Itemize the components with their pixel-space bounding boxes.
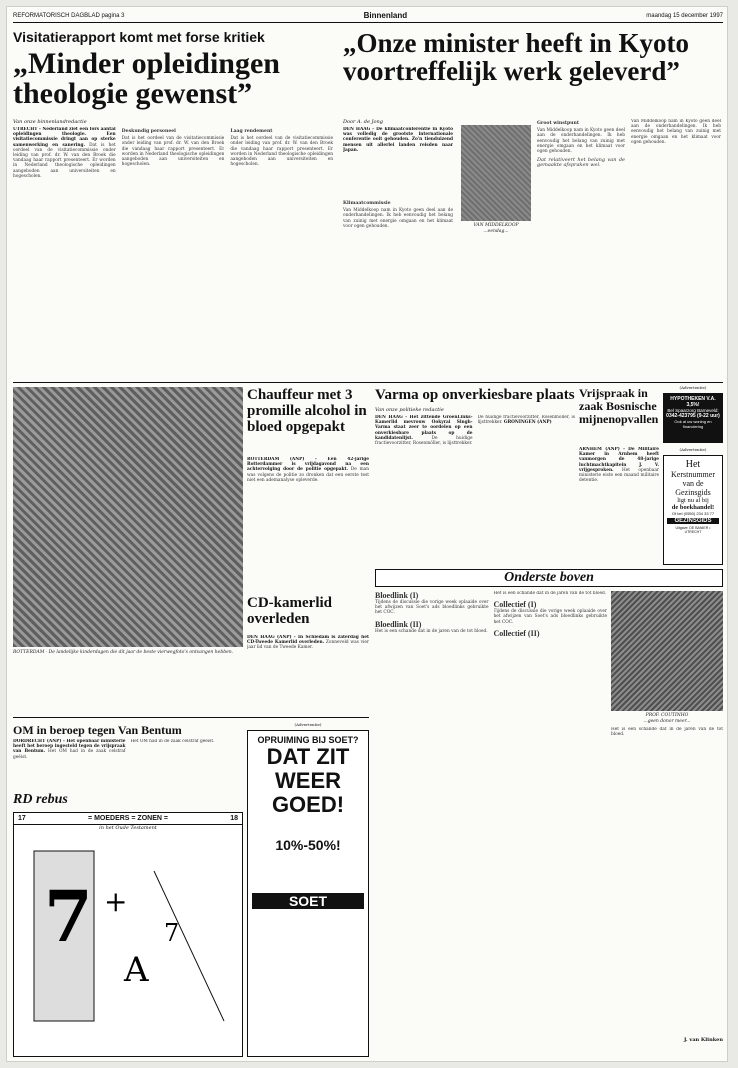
masthead-date: maandag 15 december 1997 — [646, 12, 723, 19]
ad-hypotheken[interactable]: HYPOTHEKEN V.A. 3,5%! Bel Spaarzorg Barneveld: 0342-423795 (9-22 uur) Ook al uw woning en financiering — [663, 393, 723, 443]
left-kicker: Visitatierapport komt met forse kritiek — [13, 29, 265, 45]
cd-body: DEN HAAG (ANP) - In Schiedam is zaterdag het CD-Tweede Kamerlid overleden. Zonneveld was vier jaar lid van de Tweede Kamer. — [247, 635, 369, 651]
svg-text:7: 7 — [44, 875, 93, 958]
ad-label-2: (Advertentie) — [679, 447, 707, 452]
om-headline: OM in beroep tegen Van Bentum — [13, 723, 182, 737]
rebus-box: 17 = MOEDERS = ZONEN = 18 in het Oude Testament 7 + A 7 — [13, 812, 243, 1057]
ad-label-3: (Advertentie) — [294, 722, 322, 727]
varma-body: Van onze politieke redactie DEN HAAG - Het zittende GroenLinks-Kamerlid mevrouw Ookyrai Singh-Varma staat zeer te oordelen op een onverkiesbare plaats op de kandidatenlijst. De huidige fractievoorzitter, Rosenmöller, is lijsttrekker. De huidige fractievoorzitter, Rosenmöller, is lijsttrekker. GRONINGEN (ANP) — [375, 407, 575, 447]
gezinsgids-logo: GEZINSGIDS — [667, 518, 719, 524]
rebus-banner: 17 = MOEDERS = ZONEN = 18 — [14, 813, 242, 825]
right-col-4: Van Middelkoop nam in Kyoto geen deel aan de onderhandelingen. Ik heb eenvoudig het belang van zuinig met energie omgaan en het klimaat voor ogen gehouden. — [631, 119, 721, 145]
divider — [13, 382, 723, 383]
left-body-1: Dat is het oordeel van de visitatiecommissie onder leiding van prof. dr. W. van den Broek die vandaag haar rapport presenteert. Er worden in Nederland theologische opleidingen aangeboden aan universiteiten en hogescholen. — [13, 142, 116, 179]
right-col-1: Klimaatcommissie Van Middelkoop nam in Kyoto geen deel aan de onderhandelingen. Ik heb eenvoudig het belang van zuinig met energie omgaan en het klimaat voor ogen gehouden. — [343, 201, 453, 229]
left-sub-1: Deskundig personeel — [121, 129, 176, 134]
left-lead: UTRECHT - Nederland ziet een fors aantal opleidingen theologie. Een visitatiecommissie dringt aan op sterke samenwerking en sanering. — [13, 127, 116, 148]
left-col-3 — [230, 127, 333, 377]
cd-headline: CD-kamerlid overleden — [247, 595, 332, 627]
svg-text:A: A — [124, 950, 149, 990]
right-col-3: Groot winstpunt Van Middelkoop nam in Kyoto geen deel aan de onderhandelingen. Ik heb eenvoudig het belang van zuinig met energie omgaan en het klimaat voor ogen gehouden. Dat relativeert het belang van de gemaakte afspraken wel. — [537, 121, 625, 169]
onderste-boven-body: Bloedlink (I) Tijdens de discussie die vorige week oplaaide over het afwijzen van Soet's ads bloedlinks gebruikte het COC. Bloedlink (II) Het is een schande dat in de jaren van de tot bloed. Het is een schande dat in de jaren van de tot bloed. Collectief (I) Tijdens de discussie die vorige week oplaaide over het afwijzen van Soet's ads bloedlinks gebruikte het COC. Collectief (II) — [375, 591, 607, 638]
masthead-paper: REFORMATORISCH DAGBLAD pagina 3 — [13, 12, 125, 19]
left-byline: Van onze binnenlandredactie — [13, 119, 87, 125]
left-headline: „Minder opleidingen theologie gewenst” — [13, 47, 280, 110]
right-headline: „Onze minister heeft in Kyoto voortreffelijk werk geleverd” — [343, 28, 689, 86]
kids-photo — [13, 387, 243, 647]
minister-photo — [461, 125, 531, 221]
svg-text:+: + — [104, 885, 128, 918]
right-lead: DEN HAAG - De klimaatconferentie in Kyoto was volledig de grootste internationale conferentie ooit gehouden. Zo'n tienduizend mensen uit allerlei landen reisden naar Japan. — [343, 127, 453, 153]
svg-text:7: 7 — [164, 919, 180, 947]
left-sub-2: Laag rendement — [230, 129, 273, 134]
ad-gezinsgids[interactable]: Het Kerstnummer van de Gezinsgids ligt nu al bij de boekhandel! Of bel (0550) 234 33 77 GEZINSGIDS Uitgave: DE BANIER • UTRECHT — [663, 455, 723, 565]
rebus-title: RD rebus — [13, 792, 68, 807]
right-article-body — [343, 119, 723, 379]
ad-label-1: (Advertentie) — [679, 385, 707, 390]
om-body: DORDRECHT (ANP) - Het openbaar ministerie heeft het beroep ingesteld tegen de vrijspraak van Bentum. Het OM had in de zaak celstraf geëist. Het OM had in de zaak celstraf geëist. — [13, 739, 215, 760]
left-body-3: Dat is het oordeel van de visitatiecommissie onder leiding van prof. dr. W. van den Broek die vandaag haar rapport presenteert. Er worden in Nederland theologische opleidingen aangeboden aan universiteiten en hogescholen. — [230, 136, 334, 168]
minister-caption: VAN MIDDELKOOP ...eendag... — [473, 223, 519, 234]
rebus-drawing — [14, 831, 242, 1041]
onderste-boven-banner: Onderste boven — [375, 569, 723, 587]
chauffeur-body: ROTTERDAM (ANP) - Een 42-jarige Rotterdammer is vrijdagavond na een achtervolging door de politie opgepakt. De man was volgens de politie zo dronken dat een eerste test niet een ademanalyse opleverde. — [247, 457, 369, 483]
kids-photo-caption: ROTTERDAM - De landelijke kinderdagen die dit jaar de beste vierwegfoto's ontvangen hebben. — [13, 650, 234, 655]
chauffeur-headline: Chauffeur met 3 promille alcohol in bloed opgepakt — [247, 387, 367, 435]
left-body-2: Dat is het oordeel van de visitatiecommissie onder leiding van prof. dr. W. van den Broek die vandaag haar rapport presenteert. Er worden in Nederland theologische opleidingen aangeboden aan universiteiten en hogescholen. — [121, 136, 225, 168]
masthead-section: Binnenland — [363, 11, 408, 20]
divider-om — [13, 717, 369, 718]
masthead — [13, 9, 723, 23]
left-col-2 — [122, 127, 225, 377]
vrijspraak-body: ARNHEM (ANP) - De Militaire Kamer in Arnhem heeft vanmorgen de 48-jarige luchtmachtkapitein J. V. vrijgesproken. Het openbaar ministerie eiste een maand militaire detentie. — [579, 447, 659, 484]
left-article-body — [13, 119, 333, 379]
varma-headline: Varma op onverkiesbare plaats — [375, 387, 575, 403]
ad-opruiming[interactable]: OPRUIMING BIJ SOET? DAT ZIT WEER GOED! 10%-50%! SOET — [247, 730, 369, 1057]
left-col-1 — [13, 127, 116, 377]
signature: J. van Klinken — [683, 1037, 723, 1043]
coutinho-photo — [611, 591, 723, 711]
onderste-boven-col-3: Het is een schande dat in de jaren van de tot bloed. — [611, 727, 723, 738]
vrijspraak-headline: Vrijspraak in zaak Bosnische mijnenopvallen — [579, 386, 659, 426]
soet-logo: SOET — [252, 893, 364, 909]
newspaper-page — [6, 6, 728, 1062]
right-byline: Door A. de Jong — [343, 119, 383, 125]
coutinho-caption: PROF. COUTINHO ...geen donor meer... — [643, 713, 691, 724]
